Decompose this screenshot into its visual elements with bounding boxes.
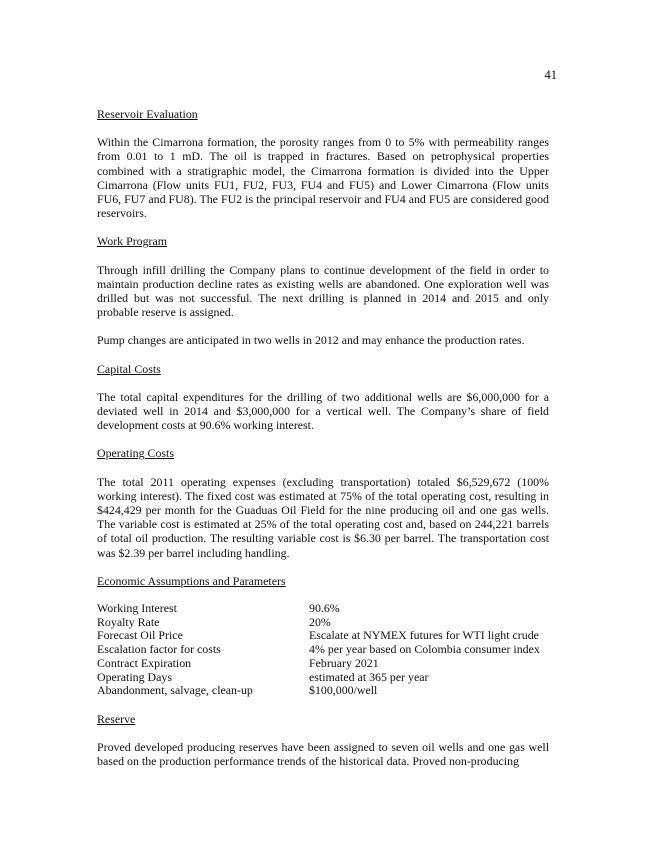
parameter-value: Escalate at NYMEX futures for WTI light crude — [309, 628, 539, 643]
paragraph-work-program-2: Pump changes are anticipated in two wells in 2012 and may enhance the production rates. — [97, 333, 525, 348]
page-number: 41 — [544, 68, 557, 82]
parameter-label: Abandonment, salvage, clean-up — [97, 683, 253, 698]
table-row — [97, 643, 540, 657]
parameter-value: $100,000/well — [309, 683, 378, 698]
parameter-value: estimated at 365 per year — [309, 669, 429, 684]
parameter-label: Royalty Rate — [97, 614, 160, 629]
parameter-value: February 2021 — [309, 655, 379, 670]
parameter-value: 20% — [309, 614, 331, 629]
table-row — [97, 629, 540, 643]
heading-operating-costs: Operating Costs — [97, 446, 174, 461]
document-body — [97, 107, 549, 783]
paragraph-reservoir-evaluation: Within the Cimarrona formation, the porosity ranges from 0 to 5% with permeability ranges from 0.01 to 1 mD. The oil is trapped in fractures. Based on petrophysical properties combined with a stratigraphic model, the Cimarrona formation is divided into the Upper Cimarrona (Flow units FU1, FU2, FU3, FU4 and FU5) and Lower Cimarrona (Flow units FU6, FU7 and FU8). The FU2 is the principal reservoir and FU4 and FU5 are considered good reservoirs. — [97, 135, 549, 221]
heading-economic-assumptions: Economic Assumptions and Parameters — [97, 573, 286, 588]
table-row — [97, 616, 540, 630]
parameter-label: Escalation factor for costs — [97, 642, 221, 657]
parameter-label: Forecast Oil Price — [97, 628, 183, 643]
paragraph-capital-costs: The total capital expenditures for the drilling of two additional wells are $6,000,000 for a deviated well in 2014 and $3,000,000 for a vertical well. The Company’s share of field development costs at 90.6% working interest. — [97, 389, 549, 433]
parameter-value: 4% per year based on Colombia consumer index — [309, 642, 540, 657]
parameter-value: 90.6% — [309, 601, 340, 616]
heading-capital-costs: Capital Costs — [97, 361, 161, 376]
heading-work-program: Work Program — [97, 234, 168, 249]
parameter-label: Contract Expiration — [97, 655, 192, 670]
table-row — [97, 684, 540, 698]
paragraph-work-program-1: Through infill drilling the Company plans to continue development of the field in order to maintain production decline rates as existing wells are abandoned. One exploration well was drilled but was not successful. The next drilling is planned in 2014 and 2015 and only probable reserve is assigned. — [97, 262, 549, 320]
heading-reserve: Reserve — [97, 712, 136, 726]
paragraph-reserve: Proved developed producing reserves have been assigned to seven oil wells and one gas well based on the production performance trends of the historical data. Proved non-producing — [97, 740, 549, 769]
heading-reservoir-evaluation: Reservoir Evaluation — [97, 107, 198, 121]
parameter-label: Operating Days — [97, 669, 172, 684]
economic-parameters-table — [97, 602, 540, 698]
parameter-label: Working Interest — [97, 601, 177, 616]
table-row — [97, 657, 540, 671]
table-row — [97, 602, 540, 616]
table-row — [97, 671, 540, 685]
paragraph-operating-costs: The total 2011 operating expenses (excluding transportation) totaled $6,529,672 (100% working interest). The fixed cost was estimated at 75% of the total operating cost, resulting in $424,429 per month for the Guaduas Oil Field for the nine producing oil and one gas wells. The variable cost is estimated at 25% of the total operating cost and, based on 244,221 barrels of total oil production. The resulting variable cost is $6.30 per barrel. The transportation cost was $2.39 per barrel including handling. — [97, 474, 549, 560]
